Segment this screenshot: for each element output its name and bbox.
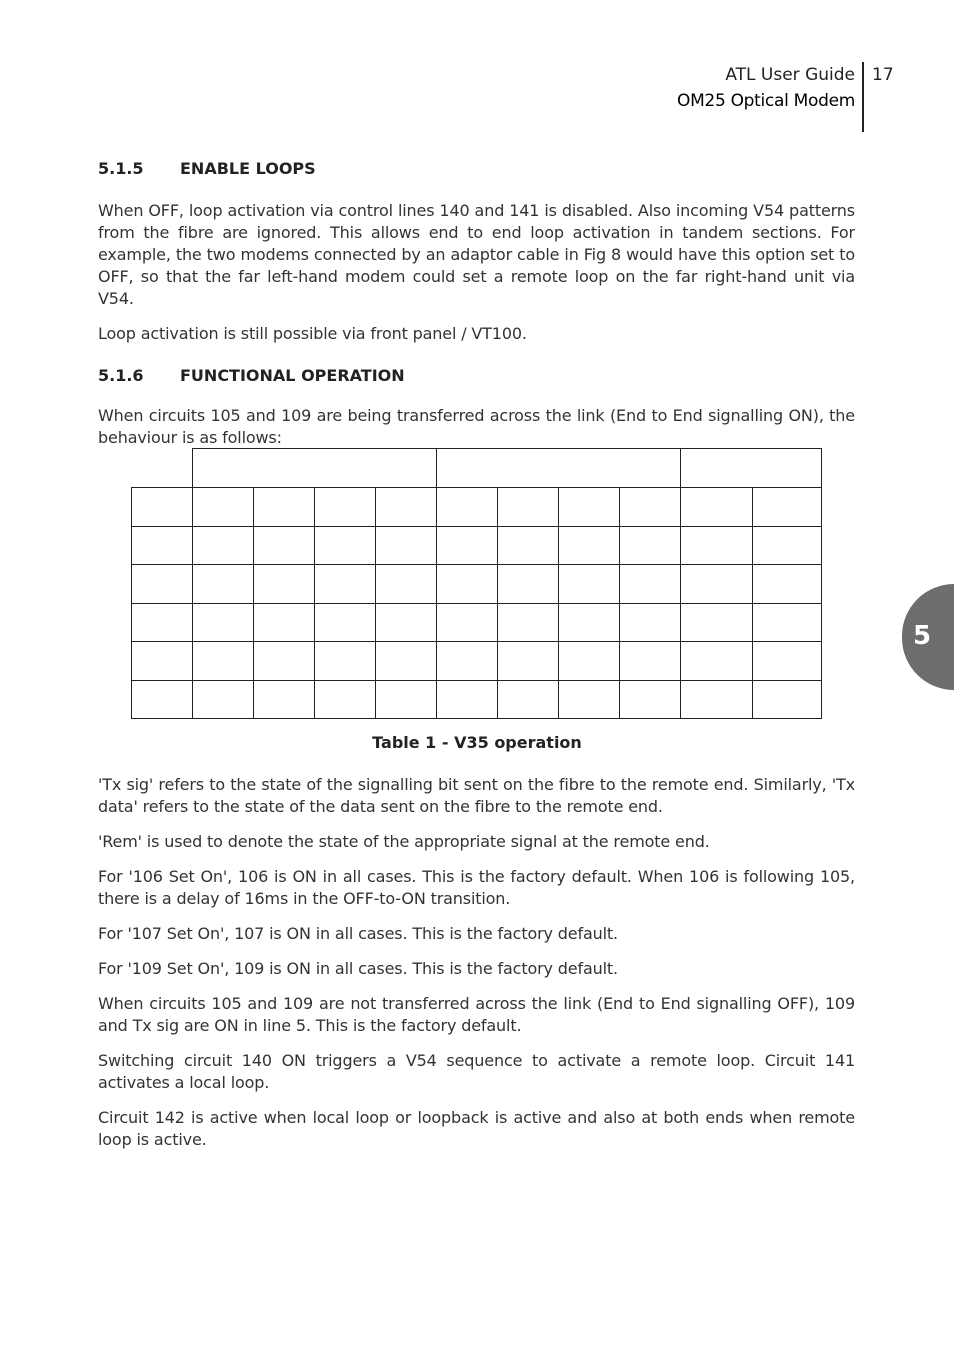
table-cell xyxy=(132,526,193,565)
table-cell xyxy=(681,488,753,527)
paragraph: 'Rem' is used to denote the state of the appropriate signal at the remote end. xyxy=(98,832,710,851)
table-group-header xyxy=(437,449,681,488)
paragraph: When OFF, loop activation via control lines 140 and 141 is disabled. Also incoming V54 patterns from the fibre are ignored. This allows end to end loop activation in tandem sections. For example, the two modems connected by an adaptor cable in Fig 8 would have this option set to OFF, so that the far left-hand modem could set a remote loop on the far right-hand unit via V54. xyxy=(98,201,855,308)
table-cell xyxy=(254,603,315,642)
table-cell xyxy=(498,526,559,565)
paragraph: When circuits 105 and 109 are being transferred across the link (End to End signalling ON), the behaviour is as follows: xyxy=(98,406,855,447)
page-content xyxy=(98,157,855,449)
table-cell xyxy=(437,565,498,604)
table-cell xyxy=(753,565,822,604)
table-cell xyxy=(559,603,620,642)
table-cell xyxy=(559,526,620,565)
table-cell xyxy=(437,642,498,681)
table-cell xyxy=(559,488,620,527)
table-row xyxy=(132,603,822,642)
table-cell xyxy=(254,642,315,681)
table-cell xyxy=(376,565,437,604)
table-cell xyxy=(315,603,376,642)
table-cell xyxy=(315,680,376,719)
table-cell xyxy=(254,680,315,719)
section-heading-enable-loops xyxy=(98,157,855,181)
section-heading-functional-operation xyxy=(98,364,855,388)
table-cell xyxy=(193,526,254,565)
table-cell xyxy=(254,526,315,565)
table-cell xyxy=(681,565,753,604)
section-number: 5.1.5 xyxy=(98,159,144,178)
table-cell xyxy=(753,603,822,642)
table-cell xyxy=(132,565,193,604)
running-header xyxy=(677,62,855,114)
table-row xyxy=(132,680,822,719)
table-cell xyxy=(681,526,753,565)
table-cell xyxy=(315,526,376,565)
table-cell xyxy=(376,642,437,681)
v35-operation-table xyxy=(131,448,821,719)
header-divider xyxy=(862,62,864,132)
table-cell xyxy=(620,680,681,719)
table-cell xyxy=(437,680,498,719)
header-guide-title: ATL User Guide xyxy=(725,65,855,85)
table-cell xyxy=(315,642,376,681)
paragraph: When circuits 105 and 109 are not transferred across the link (End to End signalling OFF), 109 and Tx sig are ON in line 5. This is the factory default. xyxy=(98,994,855,1035)
paragraph: 'Tx sig' refers to the state of the signalling bit sent on the fibre to the remote end. Similarly, 'Tx data' refers to the state of the data sent on the fibre to the remote end. xyxy=(98,775,855,816)
paragraph: Switching circuit 140 ON triggers a V54 sequence to activate a remote loop. Circuit 141 activates a local loop. xyxy=(98,1051,855,1092)
paragraph: For '107 Set On', 107 is ON in all cases. This is the factory default. xyxy=(98,924,618,943)
table-header-row xyxy=(132,449,822,488)
table-cell xyxy=(498,488,559,527)
table-row xyxy=(132,565,822,604)
table-cell xyxy=(753,488,822,527)
page-number: 17 xyxy=(872,65,894,85)
table-cell xyxy=(498,680,559,719)
section-title: FUNCTIONAL OPERATION xyxy=(180,366,405,385)
table-cell xyxy=(315,488,376,527)
table-cell xyxy=(254,565,315,604)
table-cell xyxy=(254,488,315,527)
table-cell xyxy=(753,680,822,719)
section-title: ENABLE LOOPS xyxy=(180,159,316,178)
table-cell xyxy=(437,526,498,565)
table-corner-cell xyxy=(132,449,193,488)
table-cell xyxy=(559,565,620,604)
table-cell xyxy=(132,488,193,527)
paragraph: For '109 Set On', 109 is ON in all cases. This is the factory default. xyxy=(98,959,618,978)
table-cell xyxy=(437,488,498,527)
table-row xyxy=(132,526,822,565)
table-cell xyxy=(132,603,193,642)
table-cell xyxy=(559,642,620,681)
table-cell xyxy=(559,680,620,719)
table-cell xyxy=(620,603,681,642)
table-cell xyxy=(315,565,376,604)
header-product-title: OM25 Optical Modem xyxy=(676,91,855,111)
paragraph: Circuit 142 is active when local loop or loopback is active and also at both ends when remote loop is active. xyxy=(98,1108,855,1149)
table-cell xyxy=(193,642,254,681)
table-cell xyxy=(498,565,559,604)
table-cell xyxy=(193,488,254,527)
table-cell xyxy=(376,603,437,642)
table-cell xyxy=(620,488,681,527)
table-group-header xyxy=(681,449,822,488)
table-cell xyxy=(132,680,193,719)
table-cell xyxy=(753,526,822,565)
section-number: 5.1.6 xyxy=(98,366,144,385)
table-cell xyxy=(376,526,437,565)
notes-block xyxy=(98,774,855,1151)
table-row xyxy=(132,488,822,527)
chapter-tab-label: 5 xyxy=(912,621,932,651)
table-caption: Table 1 - V35 operation xyxy=(372,733,582,752)
table-cell xyxy=(376,488,437,527)
table-cell xyxy=(753,642,822,681)
table-cell xyxy=(193,603,254,642)
table-cell xyxy=(132,642,193,681)
table-cell xyxy=(498,642,559,681)
paragraph: For '106 Set On', 106 is ON in all cases. This is the factory default. When 106 is following 105, there is a delay of 16ms in the OFF-to-ON transition. xyxy=(98,867,855,908)
table-cell xyxy=(498,603,559,642)
table-cell xyxy=(376,680,437,719)
table-cell xyxy=(193,680,254,719)
table-cell xyxy=(437,603,498,642)
table-cell xyxy=(620,565,681,604)
table-row xyxy=(132,642,822,681)
table-group-header xyxy=(193,449,437,488)
table-cell xyxy=(193,565,254,604)
table-cell xyxy=(681,603,753,642)
paragraph: Loop activation is still possible via front panel / VT100. xyxy=(98,324,527,343)
table-cell xyxy=(620,526,681,565)
table-cell xyxy=(681,642,753,681)
table-cell xyxy=(620,642,681,681)
table-cell xyxy=(681,680,753,719)
